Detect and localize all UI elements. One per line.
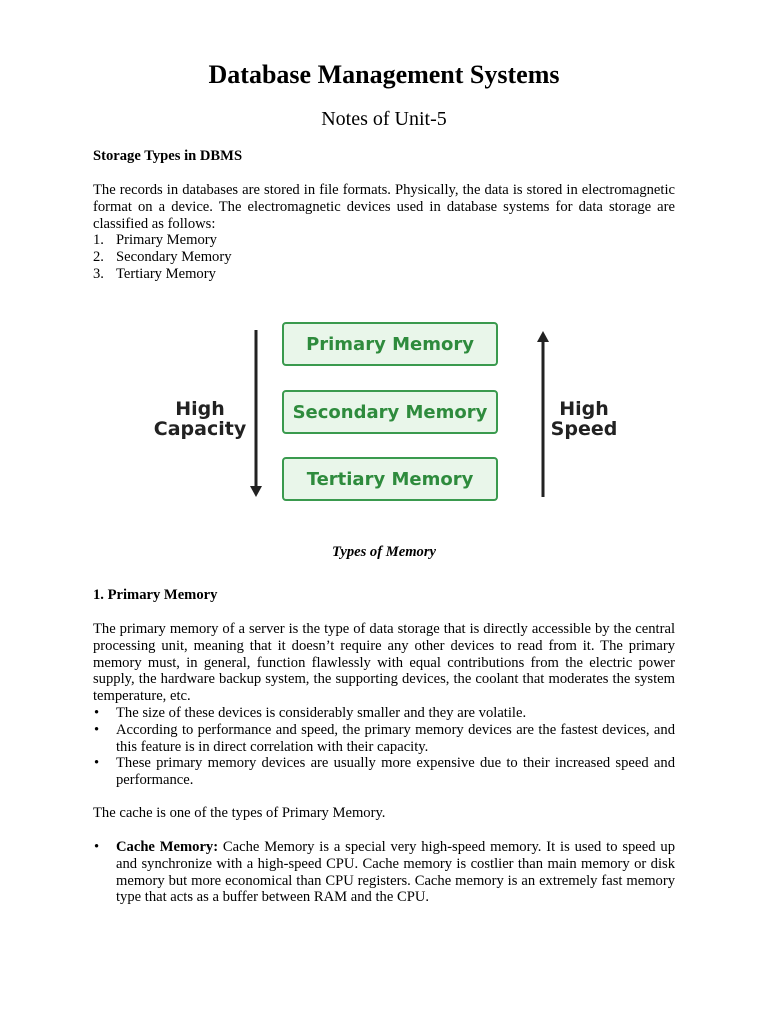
high-capacity-line2: Capacity — [153, 418, 247, 440]
storage-types-intro: The records in databases are stored in file formats. Physically, the data is stored in electromagnetic format on a device. The electromagnetic devices used in database systems for data storage are classified as follows: — [93, 182, 675, 232]
high-speed-line2: Speed — [550, 418, 618, 440]
bullet-text: The size of these devices is considerably smaller and they are volatile. — [116, 704, 527, 721]
figure-caption: Types of Memory — [331, 544, 437, 560]
list-label: Secondary Memory — [116, 249, 232, 266]
primary-memory-box: Primary Memory — [282, 322, 498, 366]
cache-intro: The cache is one of the types of Primary Memory. — [93, 805, 386, 821]
bullet-text: These primary memory devices are usually more expensive due to their increased speed and performance. — [116, 755, 675, 789]
list-label: Primary Memory — [116, 232, 217, 249]
primary-memory-bullets — [93, 705, 675, 789]
cache-section — [93, 839, 675, 906]
list-item — [93, 249, 675, 266]
document-title: Database Management Systems — [208, 60, 560, 89]
primary-memory-section — [93, 621, 675, 789]
list-item — [93, 755, 675, 789]
secondary-memory-box: Secondary Memory — [282, 390, 498, 434]
primary-memory-heading: 1. Primary Memory — [93, 587, 218, 603]
high-capacity-line1: High — [175, 398, 225, 420]
bullet-text: According to performance and speed, the primary memory devices are the fastest devices, and this feature is in direct correlation with their capacity. — [116, 721, 675, 755]
list-item — [93, 266, 675, 283]
storage-types-list — [93, 232, 675, 282]
cache-bullets — [93, 839, 675, 906]
tertiary-memory-box: Tertiary Memory — [282, 457, 498, 501]
list-item — [93, 722, 675, 756]
bullet-icon: • — [94, 839, 100, 855]
list-label: Tertiary Memory — [116, 265, 216, 282]
list-item — [93, 839, 675, 906]
memory-types-diagram — [140, 318, 640, 508]
cache-description: Cache Memory is a special very high-speed memory. It is used to speed up and synchronize with a high-speed CPU. Cache memory is costlier than main memory or disk memory but more economical than CPU registers. Cache memory is an extremely fast memory type that acts as a buffer between RAM and the CPU. — [116, 839, 675, 906]
cache-term: Cache Memory: — [116, 839, 219, 855]
bullet-icon: • — [94, 721, 100, 738]
list-item — [93, 705, 675, 722]
high-speed-line1: High — [559, 398, 609, 420]
high-speed-label — [544, 399, 624, 439]
bullet-icon: • — [94, 755, 100, 772]
document-subtitle: Notes of Unit-5 — [321, 108, 447, 130]
storage-types-section — [93, 182, 675, 283]
list-item — [93, 232, 675, 249]
list-number: 2. — [93, 249, 104, 266]
primary-memory-paragraph: The primary memory of a server is the type of data storage that is directly accessible by the central processing unit, meaning that it doesn’t require any other devices to read from it. The primary memory must, in general, function flawlessly with equal contributions from the electric power supply, the hardware backup system, the supporting devices, the coolant that moderates the system temperature, etc. — [93, 621, 675, 705]
storage-types-heading: Storage Types in DBMS — [93, 148, 243, 164]
list-number: 3. — [93, 265, 104, 282]
high-capacity-label — [146, 399, 254, 439]
list-number: 1. — [93, 232, 104, 249]
bullet-icon: • — [94, 704, 100, 721]
